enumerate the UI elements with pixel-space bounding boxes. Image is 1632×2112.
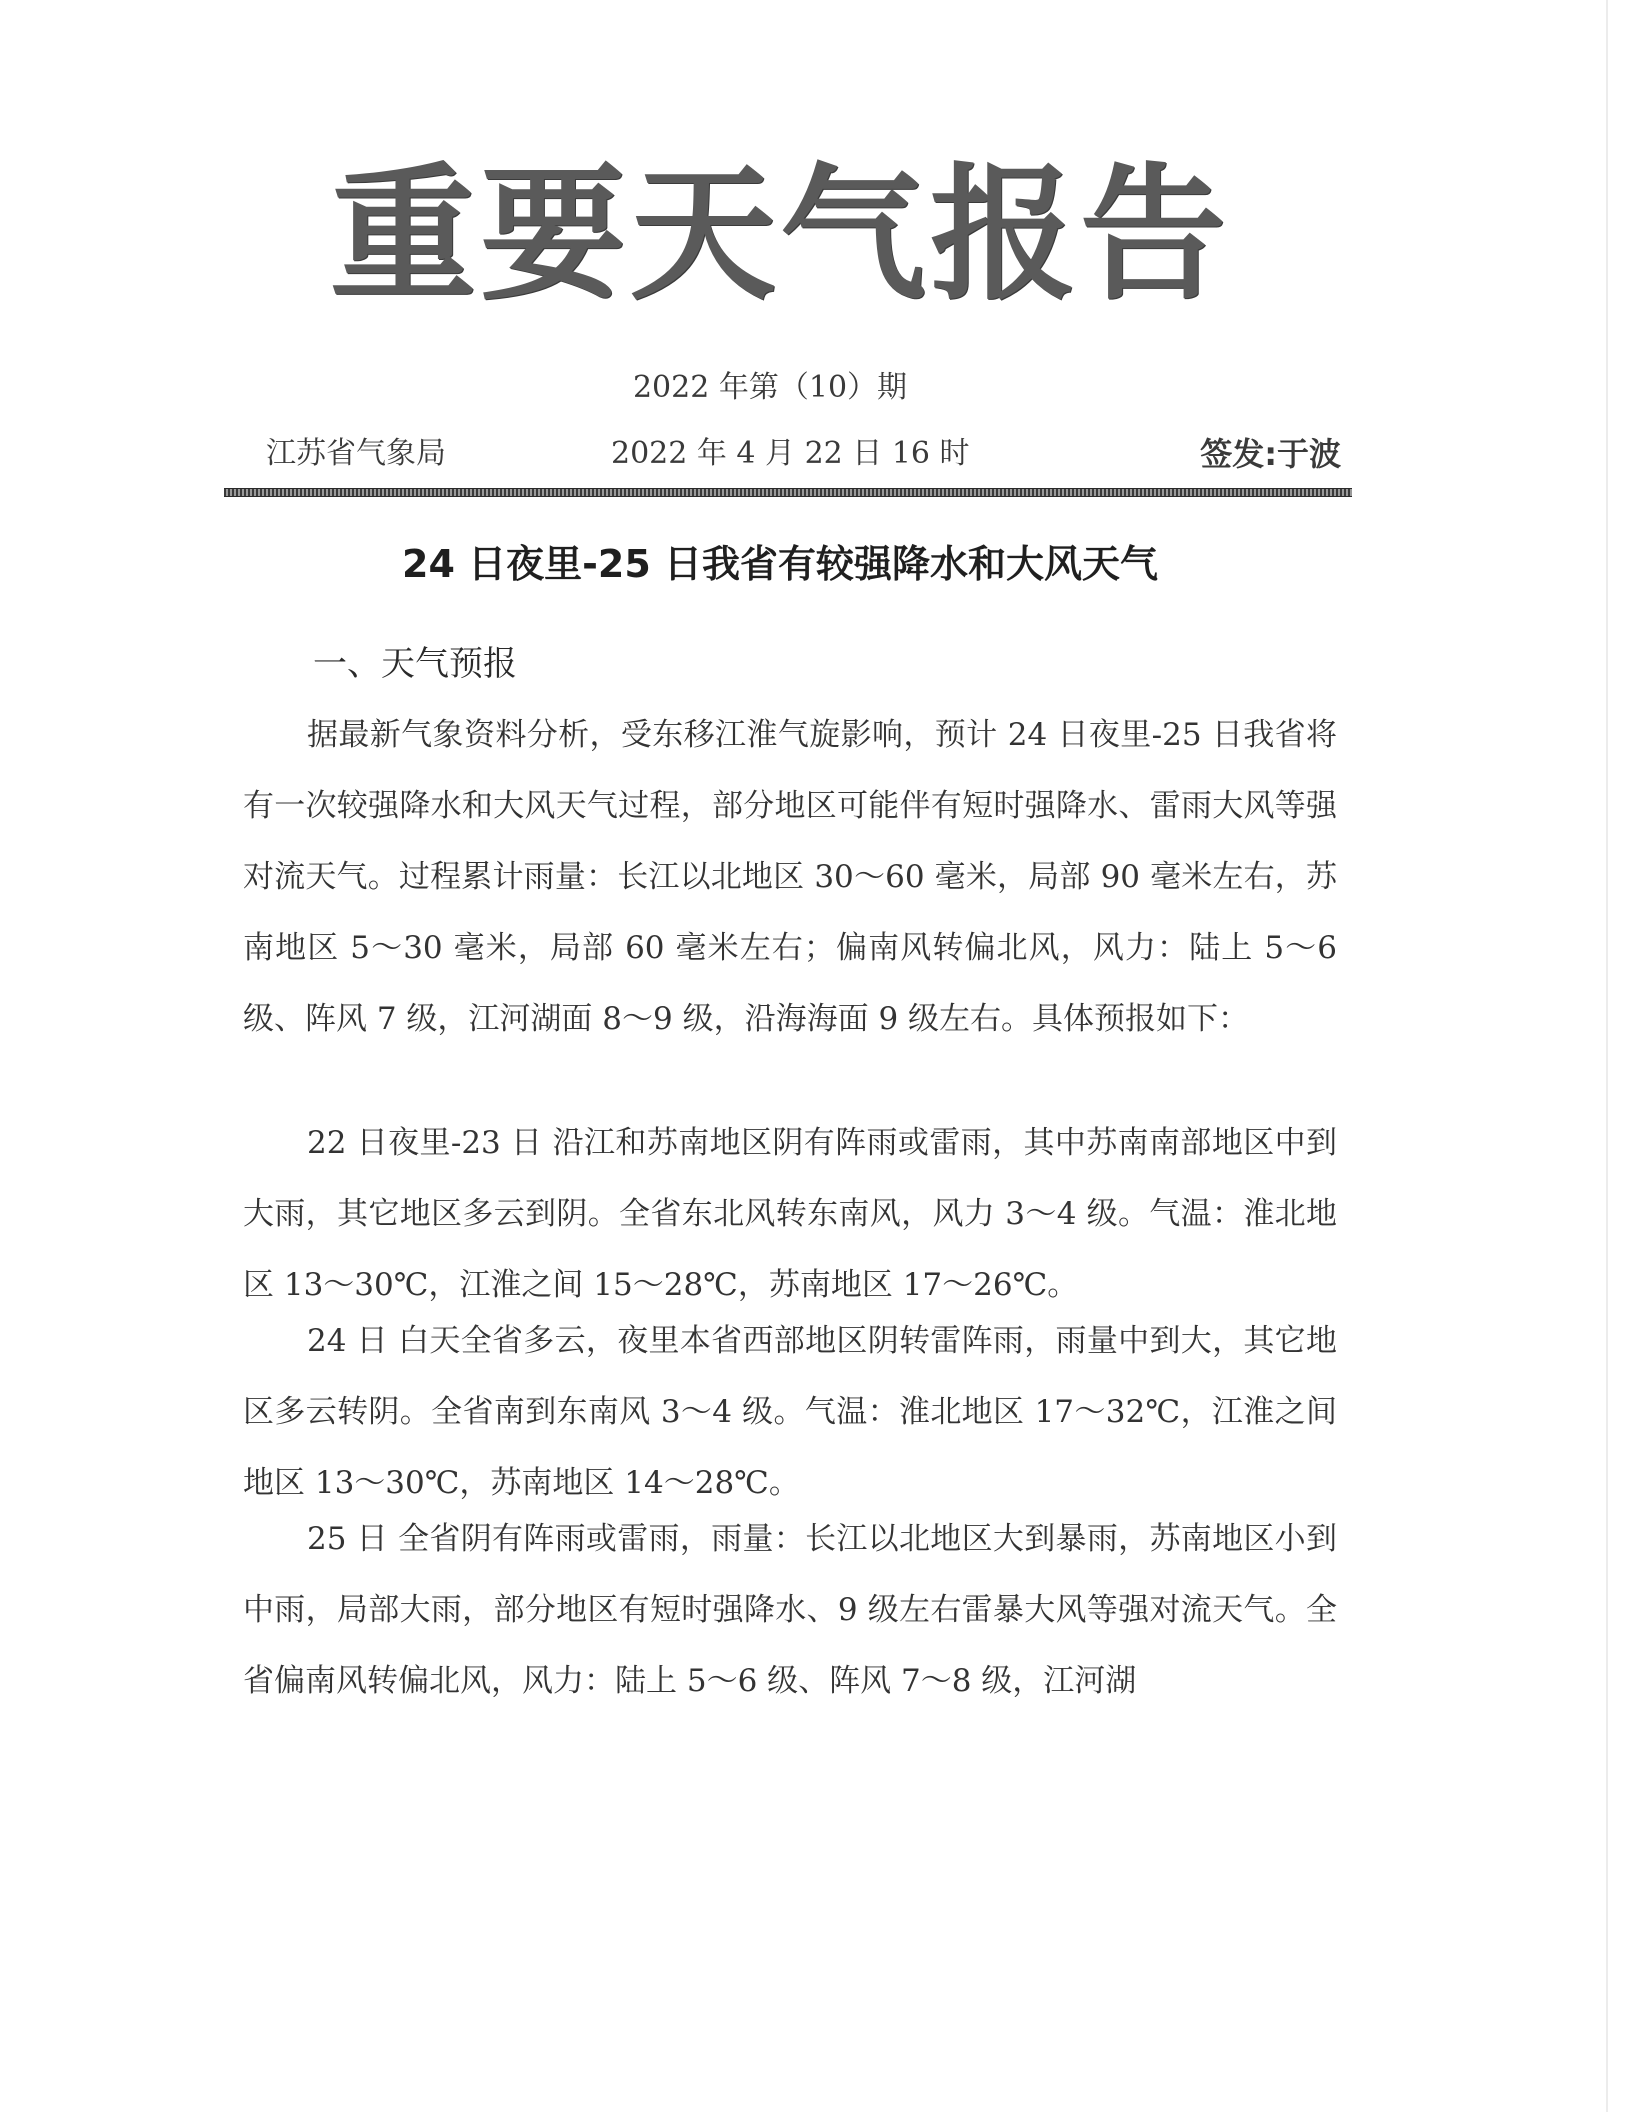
meta-row [226, 432, 1351, 476]
header-divider [224, 488, 1352, 497]
signer: 签发:于波 [1200, 435, 1341, 473]
paragraph-day-24: 24 日 白天全省多云，夜里本省西部地区阴转雷阵雨，雨量中到大，其它地区多云转阴。全省南到东南风 3～4 级。气温：淮北地区 17～32℃，江淮之间地区 13～30℃，苏南地区 14～28℃。 [243, 1323, 1337, 1501]
section-title: 一、天气预报 [313, 644, 517, 684]
issuer: 江苏省气象局 [266, 436, 446, 471]
paragraph-day-22-23: 22 日夜里-23 日 沿江和苏南地区阴有阵雨或雷雨，其中苏南南部地区中到大雨，其它地区多云到阴。全省东北风转东南风，风力 3～4 级。气温：淮北地区 13～30℃，江淮之间 15～28℃，苏南地区 17～26℃。 [243, 1125, 1337, 1303]
report-masthead: 重要天气报告 [330, 150, 1230, 320]
headline: 24 日夜里-25 日我省有较强降水和大风天气 [402, 542, 1158, 586]
paragraph-overview: 据最新气象资料分析，受东移江淮气旋影响，预计 24 日夜里-25 日我省将有一次较强降水和大风天气过程，部分地区可能伴有短时强降水、雷雨大风等强对流天气。过程累计雨量：长江以北地区 30～60 毫米，局部 90 毫米左右，苏南地区 5～30 毫米，局部 60 毫米左右；偏南风转偏北风，风力：陆上 5～6 级、阵风 7 级，江河湖面 8～9 级，沿海海面 9 级左右。具体预报如下： [243, 717, 1337, 1037]
scan-edge [1606, 0, 1608, 2112]
paragraph-day-25: 25 日 全省阴有阵雨或雷雨，雨量：长江以北地区大到暴雨，苏南地区小到中雨，局部大雨，部分地区有短时强降水、9 级左右雷暴大风等强对流天气。全省偏南风转偏北风，风力：陆上 5～6 级、阵风 7～8 级，江河湖 [243, 1521, 1337, 1699]
issue-number: 2022 年第（10）期 [632, 370, 908, 405]
issue-date: 2022 年 4 月 22 日 16 时 [611, 436, 970, 471]
